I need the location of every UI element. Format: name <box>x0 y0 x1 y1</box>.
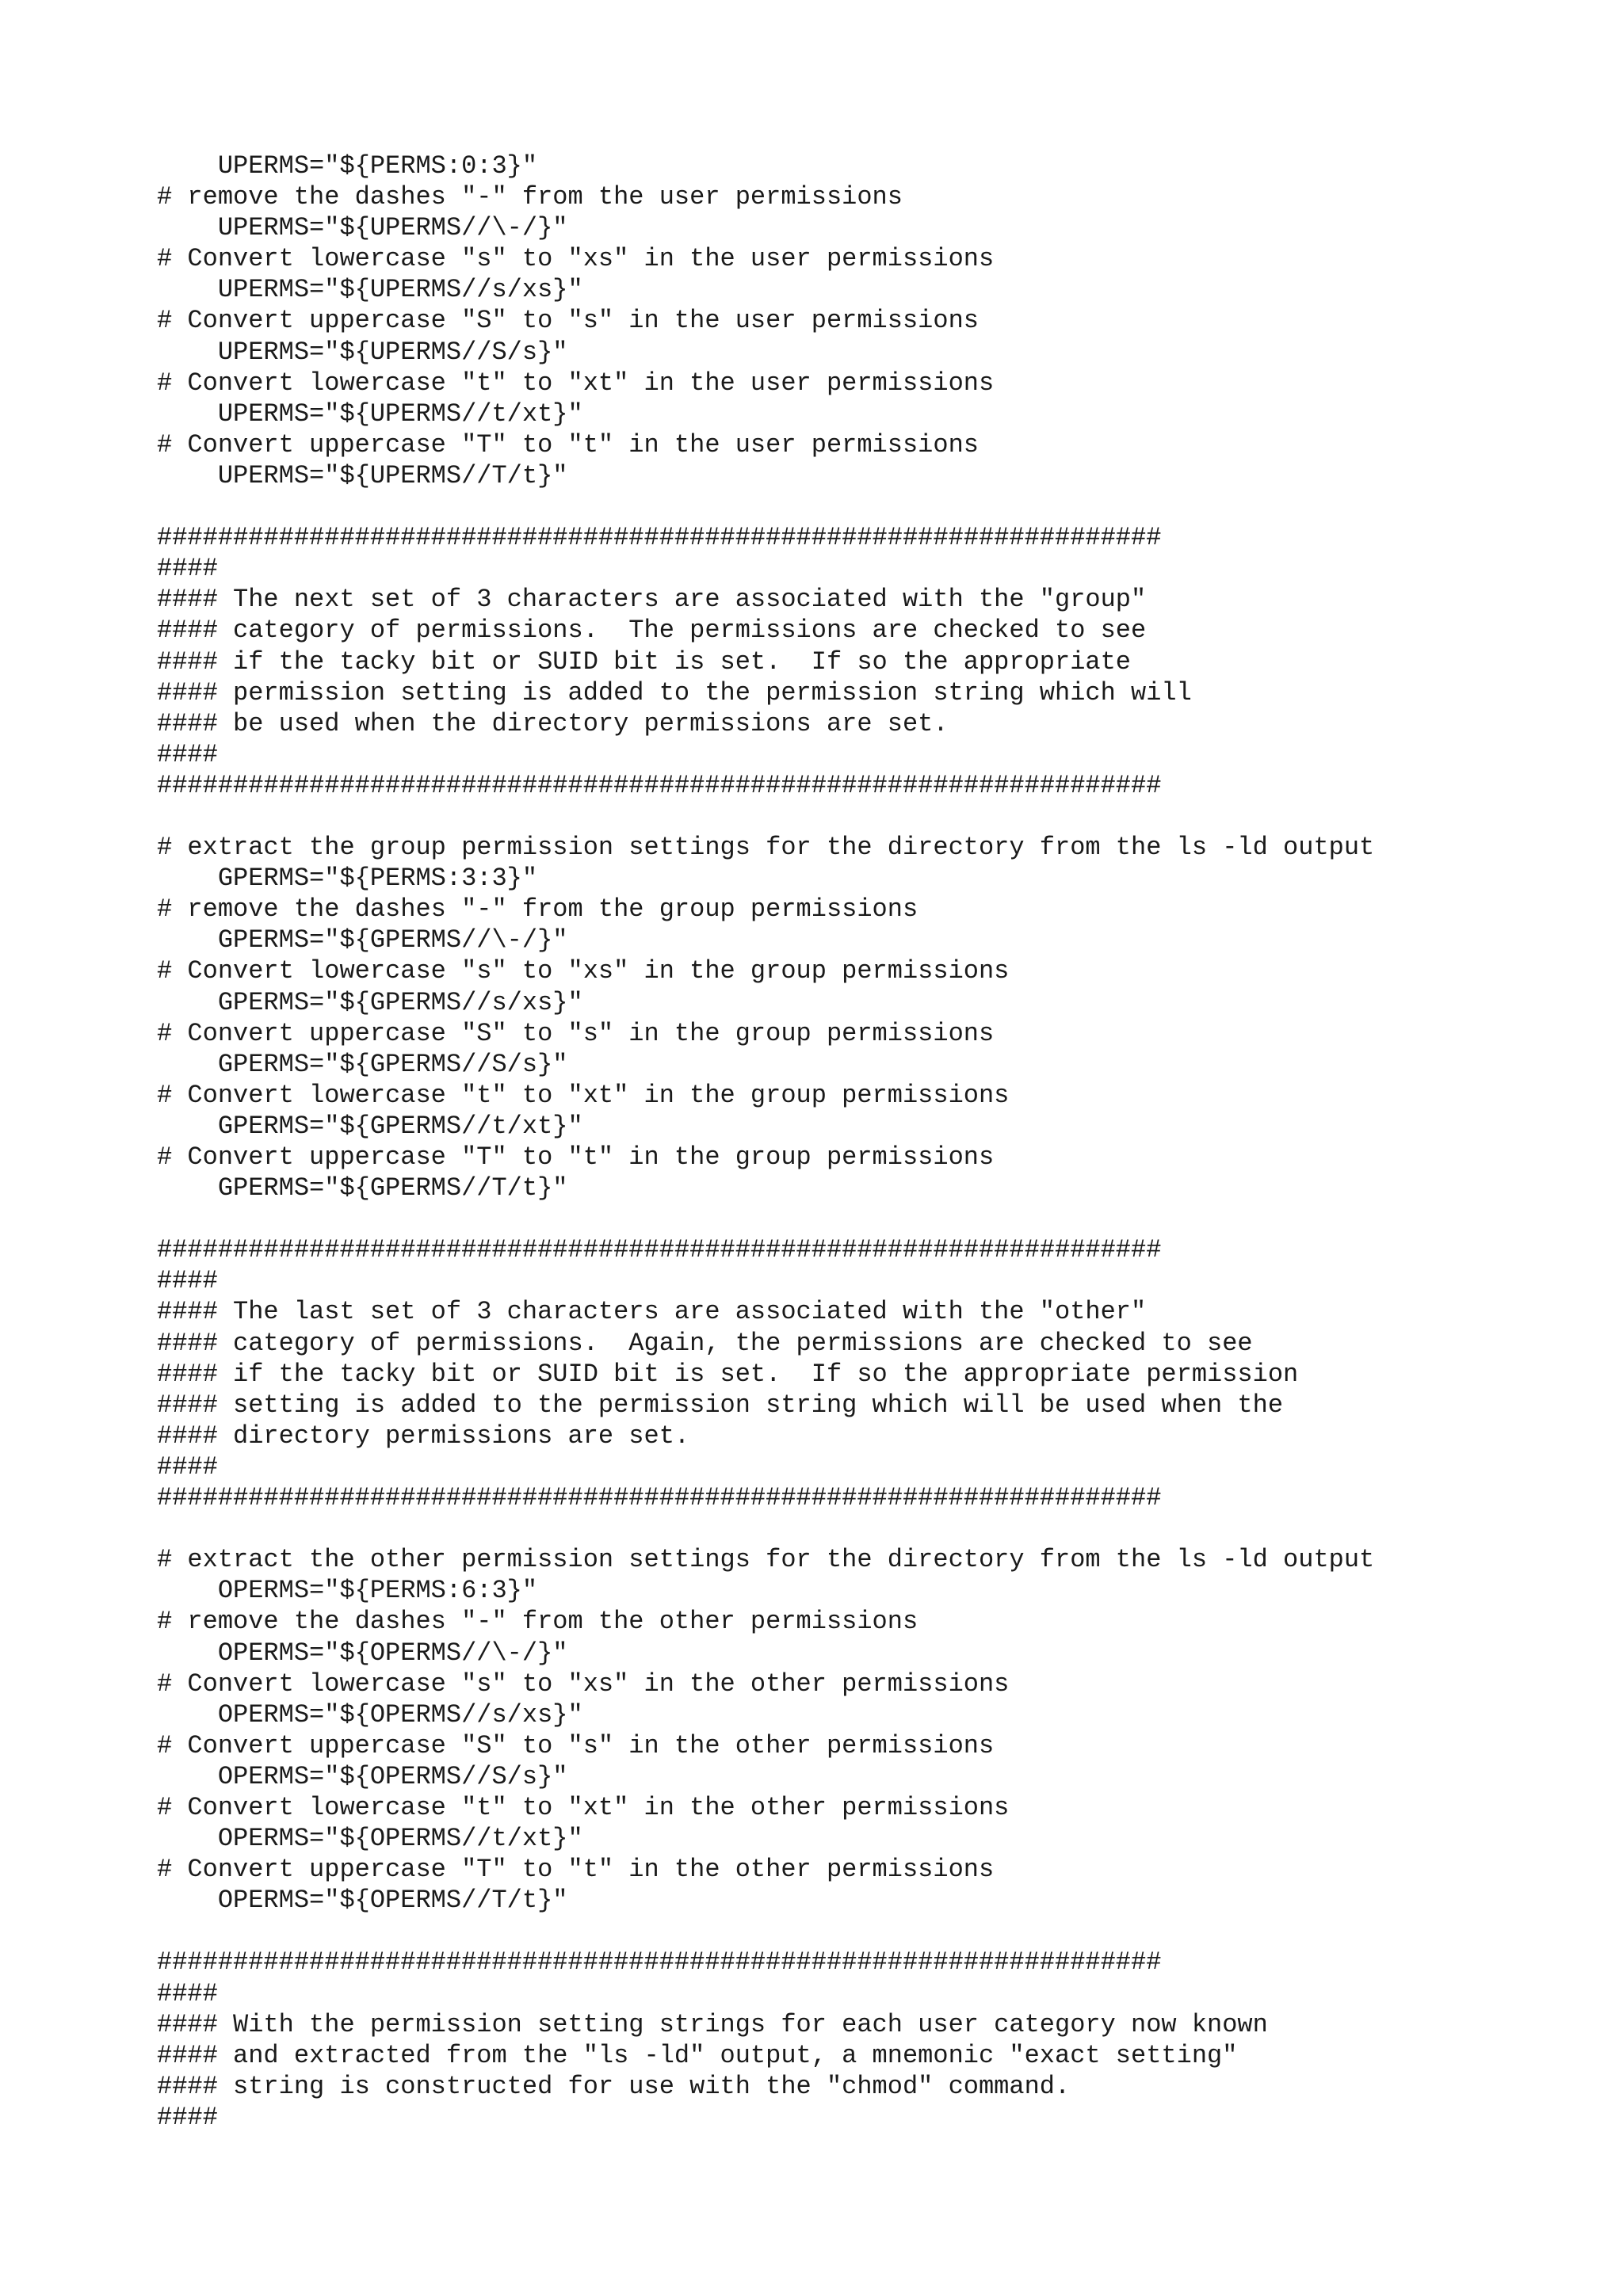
comment-line: # Convert uppercase "S" to "s" in the other permissions <box>157 1730 995 1760</box>
comment-line: # remove the dashes "-" from the other permissions <box>157 1607 918 1637</box>
comment-line: # Convert uppercase "T" to "t" in the other permissions <box>157 1855 995 1885</box>
comment-block-line: #### <box>157 1978 218 2008</box>
comment-block-line: #### permission setting is added to the permission string which will <box>157 677 1192 707</box>
blank-line <box>157 801 1599 832</box>
comment-line: # remove the dashes "-" from the user permissions <box>157 182 903 212</box>
comment-banner-line: ################################################################## <box>157 770 1162 800</box>
assignment-line: GPERMS="${GPERMS//S/s}" <box>157 1049 568 1079</box>
comment-block-line: #### <box>157 554 218 584</box>
assignment-line: OPERMS="${OPERMS//s/xs}" <box>157 1699 583 1730</box>
comment-line: # Convert lowercase "t" to "xt" in the group permissions <box>157 1080 1010 1110</box>
comment-line: # extract the group permission settings for the directory from the ls -ld output <box>157 833 1375 863</box>
comment-line: # Convert uppercase "T" to "t" in the user permissions <box>157 429 979 460</box>
comment-block-line: #### string is constructed for use with the "chmod" command. <box>157 2071 1071 2101</box>
assignment-line: UPERMS="${UPERMS//\-/}" <box>157 213 568 243</box>
comment-block-line: #### category of permissions. The permissions are checked to see <box>157 616 1147 646</box>
assignment-line: UPERMS="${PERMS:0:3}" <box>157 151 538 181</box>
assignment-line: GPERMS="${GPERMS//s/xs}" <box>157 987 583 1017</box>
blank-line <box>157 1513 1599 1544</box>
comment-block-line: #### be used when the directory permissions are set. <box>157 708 949 738</box>
comment-line: # Convert lowercase "s" to "xs" in the other permissions <box>157 1669 1010 1699</box>
assignment-line: GPERMS="${GPERMS//\-/}" <box>157 925 568 955</box>
comment-line: # Convert lowercase "t" to "xt" in the other permissions <box>157 1792 1010 1822</box>
comment-block-line: #### <box>157 1266 218 1296</box>
comment-line: # extract the other permission settings for the directory from the ls -ld output <box>157 1545 1375 1575</box>
comment-block-line: #### With the permission setting strings for each user category now known <box>157 2009 1268 2039</box>
assignment-line: OPERMS="${OPERMS//t/xt}" <box>157 1824 583 1854</box>
assignment-line: OPERMS="${OPERMS//S/s}" <box>157 1761 568 1791</box>
comment-block-line: #### The next set of 3 characters are associated with the "group" <box>157 585 1147 615</box>
assignment-line: UPERMS="${UPERMS//S/s}" <box>157 337 568 367</box>
comment-banner-line: ################################################################## <box>157 1947 1162 1978</box>
comment-block-line: #### if the tacky bit or SUID bit is set. If so the appropriate <box>157 646 1131 677</box>
blank-line <box>157 1916 1599 1947</box>
comment-block-line: #### <box>157 2102 218 2132</box>
assignment-line: OPERMS="${OPERMS//\-/}" <box>157 1638 568 1668</box>
comment-block-line: #### <box>157 739 218 769</box>
blank-line <box>157 491 1599 522</box>
comment-line: # Convert uppercase "T" to "t" in the group permissions <box>157 1142 995 1172</box>
comment-banner-line: ################################################################## <box>157 523 1162 553</box>
comment-line: # Convert lowercase "s" to "xs" in the group permissions <box>157 956 1010 986</box>
assignment-line: UPERMS="${UPERMS//s/xs}" <box>157 275 583 305</box>
comment-block-line: #### category of permissions. Again, the permissions are checked to see <box>157 1328 1253 1358</box>
assignment-line: OPERMS="${PERMS:6:3}" <box>157 1576 538 1606</box>
comment-banner-line: ################################################################## <box>157 1235 1162 1265</box>
assignment-line: UPERMS="${UPERMS//t/xt}" <box>157 399 583 429</box>
comment-block-line: #### <box>157 1451 218 1482</box>
blank-line <box>157 1203 1599 1234</box>
comment-block-line: #### setting is added to the permission string which will be used when the <box>157 1390 1284 1420</box>
assignment-line: GPERMS="${PERMS:3:3}" <box>157 864 538 894</box>
script-listing <box>157 151 1599 2133</box>
comment-banner-line: ################################################################## <box>157 1483 1162 1513</box>
comment-line: # remove the dashes "-" from the group permissions <box>157 894 918 925</box>
comment-line: # Convert uppercase "S" to "s" in the group permissions <box>157 1018 995 1048</box>
assignment-line: GPERMS="${GPERMS//t/xt}" <box>157 1111 583 1141</box>
assignment-line: UPERMS="${UPERMS//T/t}" <box>157 460 568 490</box>
comment-block-line: #### and extracted from the "ls -ld" output, a mnemonic "exact setting" <box>157 2040 1238 2070</box>
comment-block-line: #### directory permissions are set. <box>157 1421 690 1451</box>
comment-line: # Convert lowercase "t" to "xt" in the user permissions <box>157 368 995 398</box>
comment-block-line: #### if the tacky bit or SUID bit is set. If so the appropriate permission <box>157 1359 1299 1389</box>
comment-block-line: #### The last set of 3 characters are associated with the "other" <box>157 1297 1147 1327</box>
assignment-line: GPERMS="${GPERMS//T/t}" <box>157 1173 568 1203</box>
comment-line: # Convert lowercase "s" to "xs" in the user permissions <box>157 244 995 274</box>
comment-line: # Convert uppercase "S" to "s" in the user permissions <box>157 306 979 336</box>
assignment-line: OPERMS="${OPERMS//T/t}" <box>157 1886 568 1916</box>
